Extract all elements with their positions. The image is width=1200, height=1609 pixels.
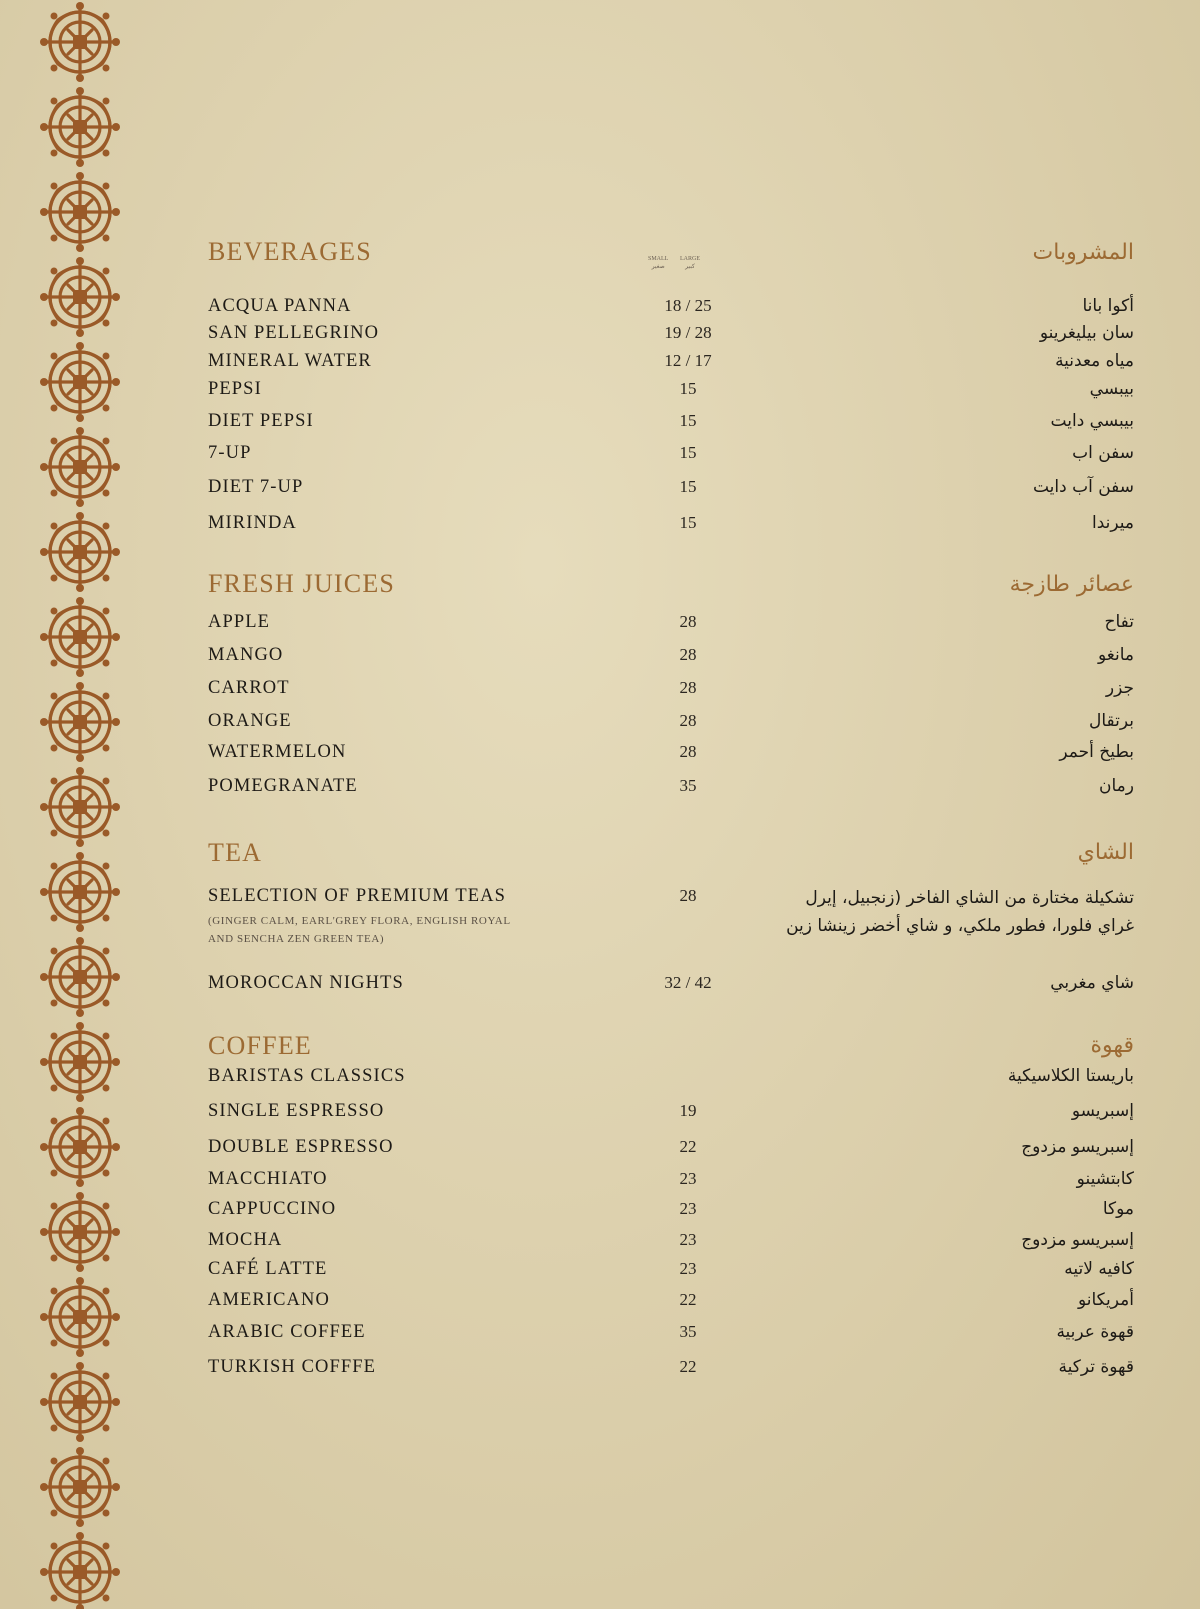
item-name: APPLE bbox=[208, 612, 271, 632]
item-name-ar: ميرندا bbox=[1092, 513, 1134, 533]
item-name: SELECTION OF PREMIUM TEAS bbox=[208, 886, 506, 906]
item-name-ar: سفن آب دايت bbox=[1032, 477, 1134, 497]
item-price: 15 bbox=[679, 411, 697, 430]
size-small-header bbox=[648, 255, 668, 271]
item-price: 19 / 28 bbox=[664, 323, 712, 342]
item-name: TURKISH COFFFE bbox=[208, 1357, 377, 1377]
item-name-ar: إسبريسو bbox=[1071, 1101, 1134, 1121]
item-name: MOCHA bbox=[208, 1230, 283, 1250]
item-price: 23 bbox=[679, 1230, 697, 1249]
item-price: 12 / 17 bbox=[664, 351, 712, 370]
item-name: MANGO bbox=[208, 645, 284, 665]
item-name: MACCHIATO bbox=[208, 1169, 328, 1189]
menu-item bbox=[208, 443, 1134, 469]
menu-item bbox=[208, 296, 1134, 322]
item-name-ar: باريستا الكلاسيكية bbox=[1007, 1066, 1134, 1086]
item-name: POMEGRANATE bbox=[208, 776, 358, 796]
section-title-beverages-ar: المشروبات bbox=[1032, 240, 1134, 265]
menu-item bbox=[208, 612, 1134, 638]
section-title-juices: FRESH JUICES bbox=[208, 569, 396, 598]
item-price: 15 bbox=[679, 379, 697, 398]
section-title-coffee: COFFEE bbox=[208, 1031, 313, 1060]
item-name: WATERMELON bbox=[208, 742, 347, 762]
menu-item bbox=[208, 776, 1134, 802]
menu-item bbox=[208, 411, 1134, 437]
menu-item bbox=[208, 1357, 1134, 1383]
size-large-label: LARGE bbox=[680, 256, 700, 262]
size-small-label-ar: صغير bbox=[651, 264, 665, 270]
item-price: 23 bbox=[679, 1199, 697, 1218]
menu-item bbox=[208, 1230, 1134, 1256]
menu-item bbox=[208, 678, 1134, 704]
item-name-ar: قهوة تركية bbox=[1058, 1357, 1134, 1377]
menu-item bbox=[208, 1199, 1134, 1225]
item-price: 28 bbox=[679, 742, 697, 761]
item-name-ar: برتقال bbox=[1089, 711, 1134, 731]
item-name: AMERICANO bbox=[208, 1290, 330, 1310]
section-title-beverages: BEVERAGES bbox=[208, 237, 372, 266]
section-title-tea-ar: الشاي bbox=[1077, 840, 1134, 865]
item-price: 28 bbox=[679, 612, 697, 631]
item-description: (GINGER CALM, EARL'GREY FLORA, ENGLISH ROYAL AND SENCHA ZEN GREEN TEA) bbox=[208, 915, 511, 945]
item-name: SAN PELLEGRINO bbox=[208, 323, 380, 343]
menu-item bbox=[208, 711, 1134, 737]
item-name-ar: إسبريسو مزدوج bbox=[1021, 1137, 1134, 1157]
item-name-ar: أمريكانو bbox=[1077, 1290, 1134, 1310]
item-name-ar: أكوا بانا bbox=[1082, 296, 1134, 316]
item-price: 22 bbox=[679, 1290, 697, 1309]
item-name-ar: سفن اب bbox=[1072, 443, 1134, 463]
item-name: MINERAL WATER bbox=[208, 351, 372, 371]
item-price: 28 bbox=[679, 711, 697, 730]
item-name: CAFÉ LATTE bbox=[208, 1259, 328, 1279]
size-large-header bbox=[680, 255, 700, 271]
item-price: 23 bbox=[679, 1259, 697, 1278]
item-name-ar: تشكيلة مختارة من الشاي الفاخر (زنجبيل، إيرل غراي فلورا، فطور ملكي، و شاي أخضر زينشا زين bbox=[786, 888, 1134, 936]
item-name: CARROT bbox=[208, 678, 290, 698]
item-price: 32 / 42 bbox=[664, 973, 712, 992]
item-price: 35 bbox=[679, 776, 697, 795]
section-title-tea: TEA bbox=[208, 838, 263, 867]
item-name: ACQUA PANNA bbox=[208, 296, 352, 316]
size-small-label: SMALL bbox=[648, 256, 669, 262]
menu-item bbox=[208, 379, 1134, 405]
item-price: 15 bbox=[679, 443, 697, 462]
menu-item bbox=[208, 973, 1134, 999]
item-name-ar: رمان bbox=[1099, 776, 1134, 796]
item-name-ar: موكا bbox=[1102, 1199, 1134, 1219]
item-name-ar: بطيخ أحمر bbox=[1059, 742, 1134, 762]
item-name: SINGLE ESPRESSO bbox=[208, 1101, 385, 1121]
menu-item bbox=[208, 513, 1134, 539]
item-price: 23 bbox=[679, 1169, 697, 1188]
item-name-ar: قهوة عربية bbox=[1056, 1322, 1134, 1342]
item-name: BARISTAS CLASSICS bbox=[208, 1066, 406, 1086]
item-name-ar: تفاح bbox=[1104, 612, 1134, 632]
size-large-label-ar: كبير bbox=[685, 264, 695, 270]
item-name: DIET 7-UP bbox=[208, 477, 304, 497]
menu-item bbox=[208, 645, 1134, 671]
item-price: 15 bbox=[679, 513, 697, 532]
menu-item bbox=[208, 742, 1134, 768]
menu-item bbox=[208, 477, 1134, 503]
item-name-ar: مياه معدنية bbox=[1055, 351, 1134, 371]
menu-item bbox=[208, 1169, 1134, 1195]
item-name-ar: جزر bbox=[1105, 678, 1134, 698]
menu-item bbox=[208, 1259, 1134, 1285]
menu-item bbox=[208, 1290, 1134, 1316]
item-name: ORANGE bbox=[208, 711, 292, 731]
item-name: MIRINDA bbox=[208, 513, 297, 533]
menu-item bbox=[208, 1101, 1134, 1127]
item-price: 18 / 25 bbox=[664, 296, 712, 315]
item-name-ar: كابتشينو bbox=[1076, 1169, 1134, 1189]
item-price: 35 bbox=[679, 1322, 697, 1341]
item-price: 15 bbox=[679, 477, 697, 496]
item-name-ar: كافيه لاتيه bbox=[1064, 1259, 1134, 1279]
item-name-ar: سان بيليغرينو bbox=[1039, 323, 1134, 343]
item-name: CAPPUCCINO bbox=[208, 1199, 337, 1219]
item-name-ar: إسبريسو مزدوج bbox=[1021, 1230, 1134, 1250]
section-title-coffee-ar: قهوة bbox=[1090, 1033, 1134, 1058]
menu-subheading bbox=[208, 1066, 1134, 1092]
item-name-ar: بيبسي دايت bbox=[1050, 411, 1134, 431]
menu-item bbox=[208, 323, 1134, 349]
item-price: 28 bbox=[679, 645, 697, 664]
item-name-ar: مانغو bbox=[1097, 645, 1134, 665]
item-price: 19 bbox=[679, 1101, 697, 1120]
menu-item bbox=[208, 351, 1134, 377]
item-price: 28 bbox=[679, 678, 697, 697]
item-name: PEPSI bbox=[208, 379, 262, 399]
menu-item bbox=[208, 1137, 1134, 1163]
item-price: 22 bbox=[679, 1357, 697, 1376]
section-title-juices-ar: عصائر طازجة bbox=[1009, 572, 1134, 597]
item-name: DOUBLE ESPRESSO bbox=[208, 1137, 394, 1157]
item-name: 7-UP bbox=[208, 443, 252, 463]
menu-item bbox=[208, 1322, 1134, 1348]
item-price: 28 bbox=[679, 886, 697, 905]
item-name: MOROCCAN NIGHTS bbox=[208, 973, 404, 993]
item-price: 22 bbox=[679, 1137, 697, 1156]
item-name-ar: شاي مغربي bbox=[1050, 973, 1134, 993]
item-name: ARABIC COFFEE bbox=[208, 1322, 366, 1342]
item-name: DIET PEPSI bbox=[208, 411, 314, 431]
item-name-ar: بيبسي bbox=[1089, 379, 1134, 399]
